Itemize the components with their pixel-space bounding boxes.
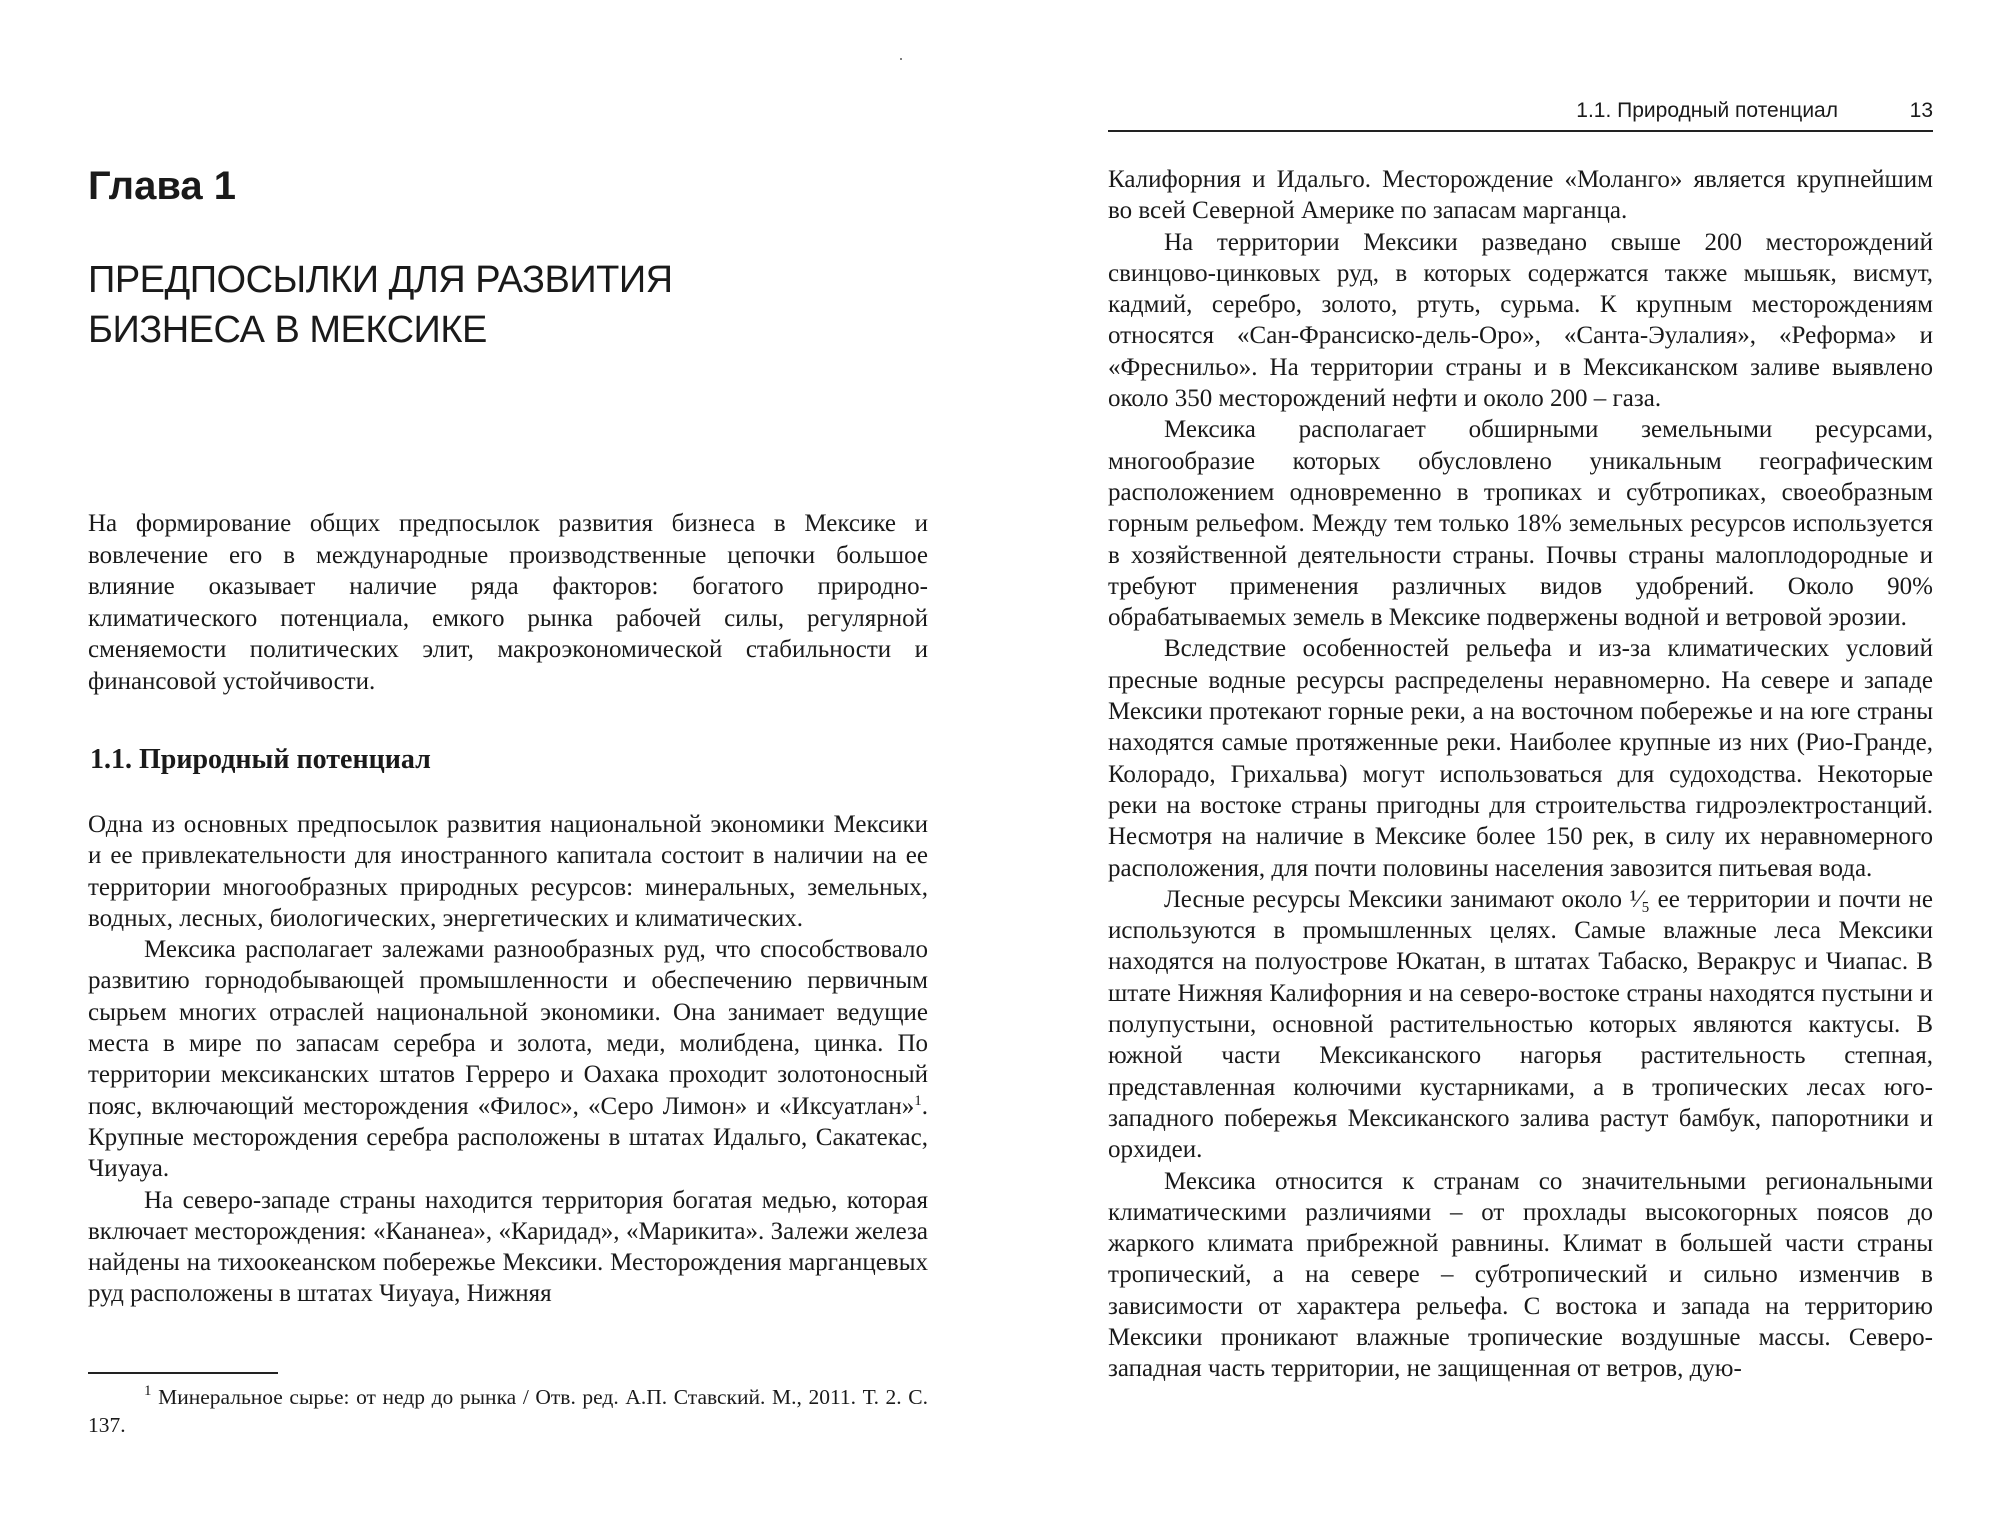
- chapter-label: Глава 1: [88, 164, 237, 208]
- scan-dust-mark: [900, 58, 902, 60]
- footnote-separator: [88, 1372, 278, 1374]
- chapter-intro: На формирование общих предпосылок развития бизнеса в Мексике и вовлечение его в международные производственные цепочки большое влияние оказывает наличие ряда факторов: богатого природно-климатического потенциала, емкого рынка рабочей силы, регулярной сменяемости политических элит, макроэкономической стабильности и финансовой устойчивости.: [88, 510, 928, 695]
- section-body: [88, 809, 928, 1310]
- paragraph: [88, 934, 928, 1184]
- footnote-reference[interactable]: 1: [914, 1092, 922, 1109]
- paragraph: Лесные ресурсы Мексики занимают около ¹⁄₅ ее территории и почти не используются в промышленных целях. Самые влажные леса Мексики находятся на полуострове Юкатан, в штатах Табаско, Веракрус и Чиапас. В штате Нижняя Калифорния и на северо-востоке страны находятся пустыни и полупустыни, основной растительностью которых являются кактусы. В южной части Мексиканского нагорья растительность степная, представленная колючими кустарниками, а в тропических лесах юго-западного побережья Мексиканского залива растут бамбук, папоротники и орхидеи.: [1108, 885, 1933, 1164]
- page-number: 13: [1909, 99, 1933, 122]
- paragraph: Мексика относится к странам со значительными региональными климатическими различиями – от прохлады высокогорных поясов до жаркого климата прибрежной равнины. Климат в большей части страны тропический, а на севере – субтропический и сильно изменчив в зависимости от характера рельефа. С востока и запада на территорию Мексики проникают влажные тропические воздушные массы. Северо-западная часть территории, не защищенная от ветров, дую-: [1108, 1167, 1933, 1383]
- section-title: 1.1. Природный потенциал: [90, 744, 431, 775]
- paragraph: Вследствие особенностей рельефа и из-за климатических условий пресные водные ресурсы распределены неравномерно. На севере и западе Мексики протекают горные реки, а на восточном побережье и на юге страны находятся самые протяженные реки. Наиболее крупные из них (Рио-Гранде, Колорадо, Грихальва) могут использоваться для судоходства. Некоторые реки на востоке страны пригодны для строительства гидроэлектростанций. Несмотря на наличие в Мексике более 150 рек, в силу их неравномерного расположения, для почти половины населения завозится питьевая вода.: [1108, 635, 1933, 882]
- right-body: [1108, 164, 1933, 1385]
- running-header: [1108, 96, 1933, 132]
- paragraph: Одна из основных предпосылок развития национальной экономики Мексики и ее привлекательности для иностранного капитала состоит в наличии на ее территории многообразных природных ресурсов: минеральных, земельных, водных, лесных, биологических, энергетических и климатических.: [88, 811, 928, 932]
- footnote-marker: 1: [144, 1383, 152, 1399]
- paragraph-text: Мексика располагает залежами разнообразных руд, что способствовало развитию горнодобывающей промышленности и обеспечению первичным сырьем многих отраслей национальной экономики. Она занимает ведущие места в мире по запасам серебра и золота, меди, молибдена, цинка. По территории мексиканских штатов Герреро и Оахака проходит золотоносный пояс, включающий месторождения «Филос», «Серо Лимон» и «Иксуатлан»: [88, 936, 928, 1120]
- paragraph: Мексика располагает обширными земельными ресурсами, многообразие которых обусловлено уникальным географическим расположением одновременно в тропиках и субтропиках, своеобразным горным рельефом. Между тем только 18% земельных ресурсов используется в хозяйственной деятельности страны. Почвы страны малоплодородные и требуют применения различных видов удобрений. Около 90% обрабатываемых земель в Мексике подвержены водной и ветровой эрозии.: [1108, 416, 1933, 632]
- footnote-text: Минеральное сырье: от недр до рынка / Отв. ред. А.П. Ставский. М., 2011. Т. 2. С. 137.: [88, 1385, 928, 1437]
- paragraph: На северо-западе страны находится территория богатая медью, которая включает месторождения: «Кананеа», «Каридад», «Марикита». Залежи железа найдены на тихоокеанском побережье Мексики. Месторождения марганцевых руд расположены в штатах Чиуауа, Нижняя: [88, 1186, 928, 1308]
- paragraph: На территории Мексики разведано свыше 200 месторождений свинцово-цинковых руд, в которых содержатся также мышьяк, висмут, кадмий, серебро, золото, ртуть, сурьма. К крупным месторождениям относятся «Сан-Франсиско-дель-Оро», «Санта-Эулалия», «Реформа» и «Фреснильо». На территории страны и в Мексиканском заливе выявлено около 350 месторождений нефти и около 200 – газа.: [1108, 228, 1933, 413]
- chapter-title: ПРЕДПОСЫЛКИ ДЛЯ РАЗВИТИЯ БИЗНЕСА В МЕКСИКЕ: [88, 259, 673, 351]
- paragraph-text: . Крупные месторождения серебра расположены в штатах Идальго, Сакатекас, Чиуауа.: [88, 1092, 928, 1183]
- paragraph: Калифорния и Идальго. Месторождение «Моланго» является крупнейшим во всей Северной Америке по запасам марганца.: [1108, 166, 1933, 225]
- footnote: [88, 1383, 928, 1439]
- running-header-title: 1.1. Природный потенциал: [1576, 99, 1838, 122]
